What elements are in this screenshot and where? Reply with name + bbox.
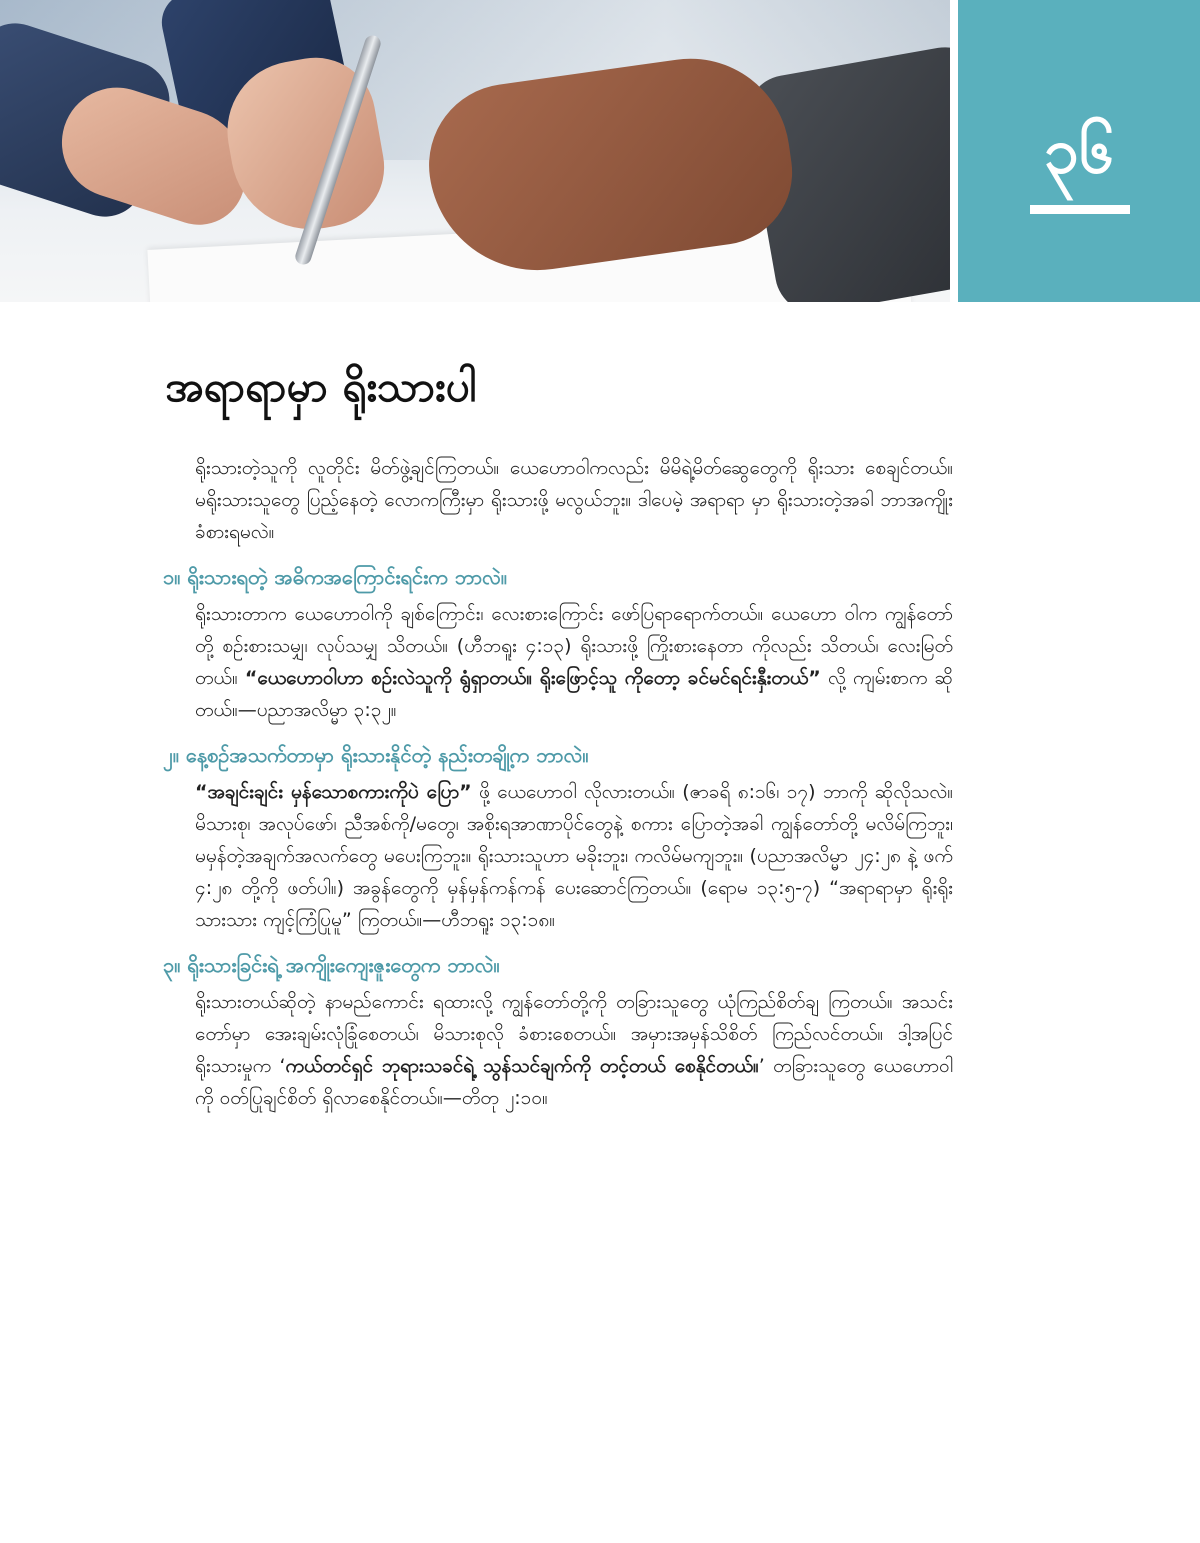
intro-paragraph: ရိုးသားတဲ့သူကို လူတိုင်း မိတ်ဖွဲ့ချင်ကြတယ်။ ယေဟောဝါကလည်း မိမိရဲ့မိတ်ဆွေတွေကို ရိုးသား စေချင်တယ်။ မရိုးသားသူတွေ ပြည့်နေတဲ့ လောကကြီးမှာ ရိုးသားဖို့ မလွယ်ဘူး။ ဒါပေမဲ့ အရာရာ မှာ ရိုးသားတဲ့အခါ ဘာအကျိုးခံစားရမလဲ။ (195, 457, 953, 543)
chapter-number: ၃၆ (1044, 114, 1114, 187)
section-1-quote: “ယေဟောဝါဟာ စဉ်းလဲသူကို ရွံရှာတယ်။ ရိုးဖြောင့်သူ ကိုတော့ ခင်မင်ရင်းနှီးတယ်” (244, 667, 821, 689)
section-1-text: ရိုးသားတာက ယေဟောဝါကို ချစ်ကြောင်း၊ လေးစားကြောင်း ဖော်ပြရာရောက်တယ်။ ယေဟော ဝါက ကျွန်တော်တို့ စဉ်းစားသမျှ၊ လုပ်သမျှ သိတယ်။ (ဟီဘရူး ၄:၁၃) ရိုးသားဖို့ ကြိုးစားနေတာ ကိုလည်း သိတယ်၊ လေးမြတ်တယ်။ (195, 603, 953, 689)
section-2-text: ဖို့ ယေဟောဝါ လိုလားတယ်။ (ဇာခရိ ၈:၁၆၊ ၁၇) ဘာကို ဆိုလိုသလဲ။ မိသားစု၊ အလုပ်ဖော်၊ ညီအစ်ကို/မတွေ၊ အစိုးရအာဏာပိုင်တွေနဲ့ စကား ပြောတဲ့အခါ ကျွန်တော်တို့ မလိမ်ကြဘူး၊ မမှန်တဲ့အချက်အလက်တွေ မပေးကြဘူး။ ရိုးသားသူဟာ မခိုးဘူး၊ ကလိမ်မကျဘူး။ (ပညာအလိမ္မာ ၂၄:၂၈ နဲ့ ဖက် ၄:၂၈ တို့ကို ဖတ်ပါ။) အခွန်တွေကို မှန်မှန်ကန်ကန် ပေးဆောင်ကြတယ်။ (ရောမ ၁၃:၅-၇) “အရာရာမှာ ရိုးရိုးသားသား ကျင့်ကြံပြုမူ” ကြတယ်။—ဟီဘရူး ၁၃:၁၈။ (195, 781, 953, 931)
chapter-badge (958, 0, 1200, 302)
article-body (163, 452, 954, 1128)
section-3-quote: ကယ်တင်ရှင် ဘုရားသခင်ရဲ့ သွန်သင်ချက်ကို တင့်တယ် စေနိုင်တယ်။ (285, 1055, 759, 1077)
chapter-underline (1030, 205, 1130, 214)
section-3-heading: ၃။ ရိုးသားခြင်းရဲ့ အကျိုးကျေးဇူးတွေက ဘာလဲ။ (163, 953, 500, 977)
section-2-quote: “အချင်းချင်း မှန်သောစကားကိုပဲ ပြော” (195, 781, 472, 803)
section-3-paragraph (195, 986, 953, 1114)
section-2-paragraph (195, 776, 953, 936)
section-3-text-end: ’ တခြားသူတွေ ယေဟောဝါကို ဝတ်ပြုချင်စိတ် ရှိလာစေနိုင်တယ်။—တိတု ၂:၁၀။ (195, 1055, 953, 1109)
page-title: အရာရာမှာ ရိုးသားပါ (165, 362, 477, 411)
section-1-text-end: လို့ ကျမ်းစာက ဆိုတယ်။—ပညာအလိမ္မာ ၃:၃၂။ (195, 667, 954, 721)
section-1-paragraph (195, 598, 953, 726)
header-photo (0, 0, 950, 302)
section-3-text: ရိုးသားတယ်ဆိုတဲ့ နာမည်ကောင်း ရထားလို့ ကျွန်တော်တို့ကို တခြားသူတွေ ယုံကြည်စိတ်ချ ကြတယ်။ အသင်းတော်မှာ အေးချမ်းလုံခြုံစေတယ်၊ မိသားစုလို ခံစားစေတယ်။ အမှားအမှန်သိစိတ် ကြည်လင်တယ်။ ဒါ့အပြင် ရိုးသားမှုက ‘ (195, 991, 953, 1077)
section-2-heading: ၂။ နေ့စဉ်အသက်တာမှာ ရိုးသားနိုင်တဲ့ နည်းတချို့က ဘာလဲ။ (163, 743, 589, 767)
section-1-heading: ၁။ ရိုးသားရတဲ့ အဓိကအကြောင်းရင်းက ဘာလဲ။ (163, 565, 507, 589)
